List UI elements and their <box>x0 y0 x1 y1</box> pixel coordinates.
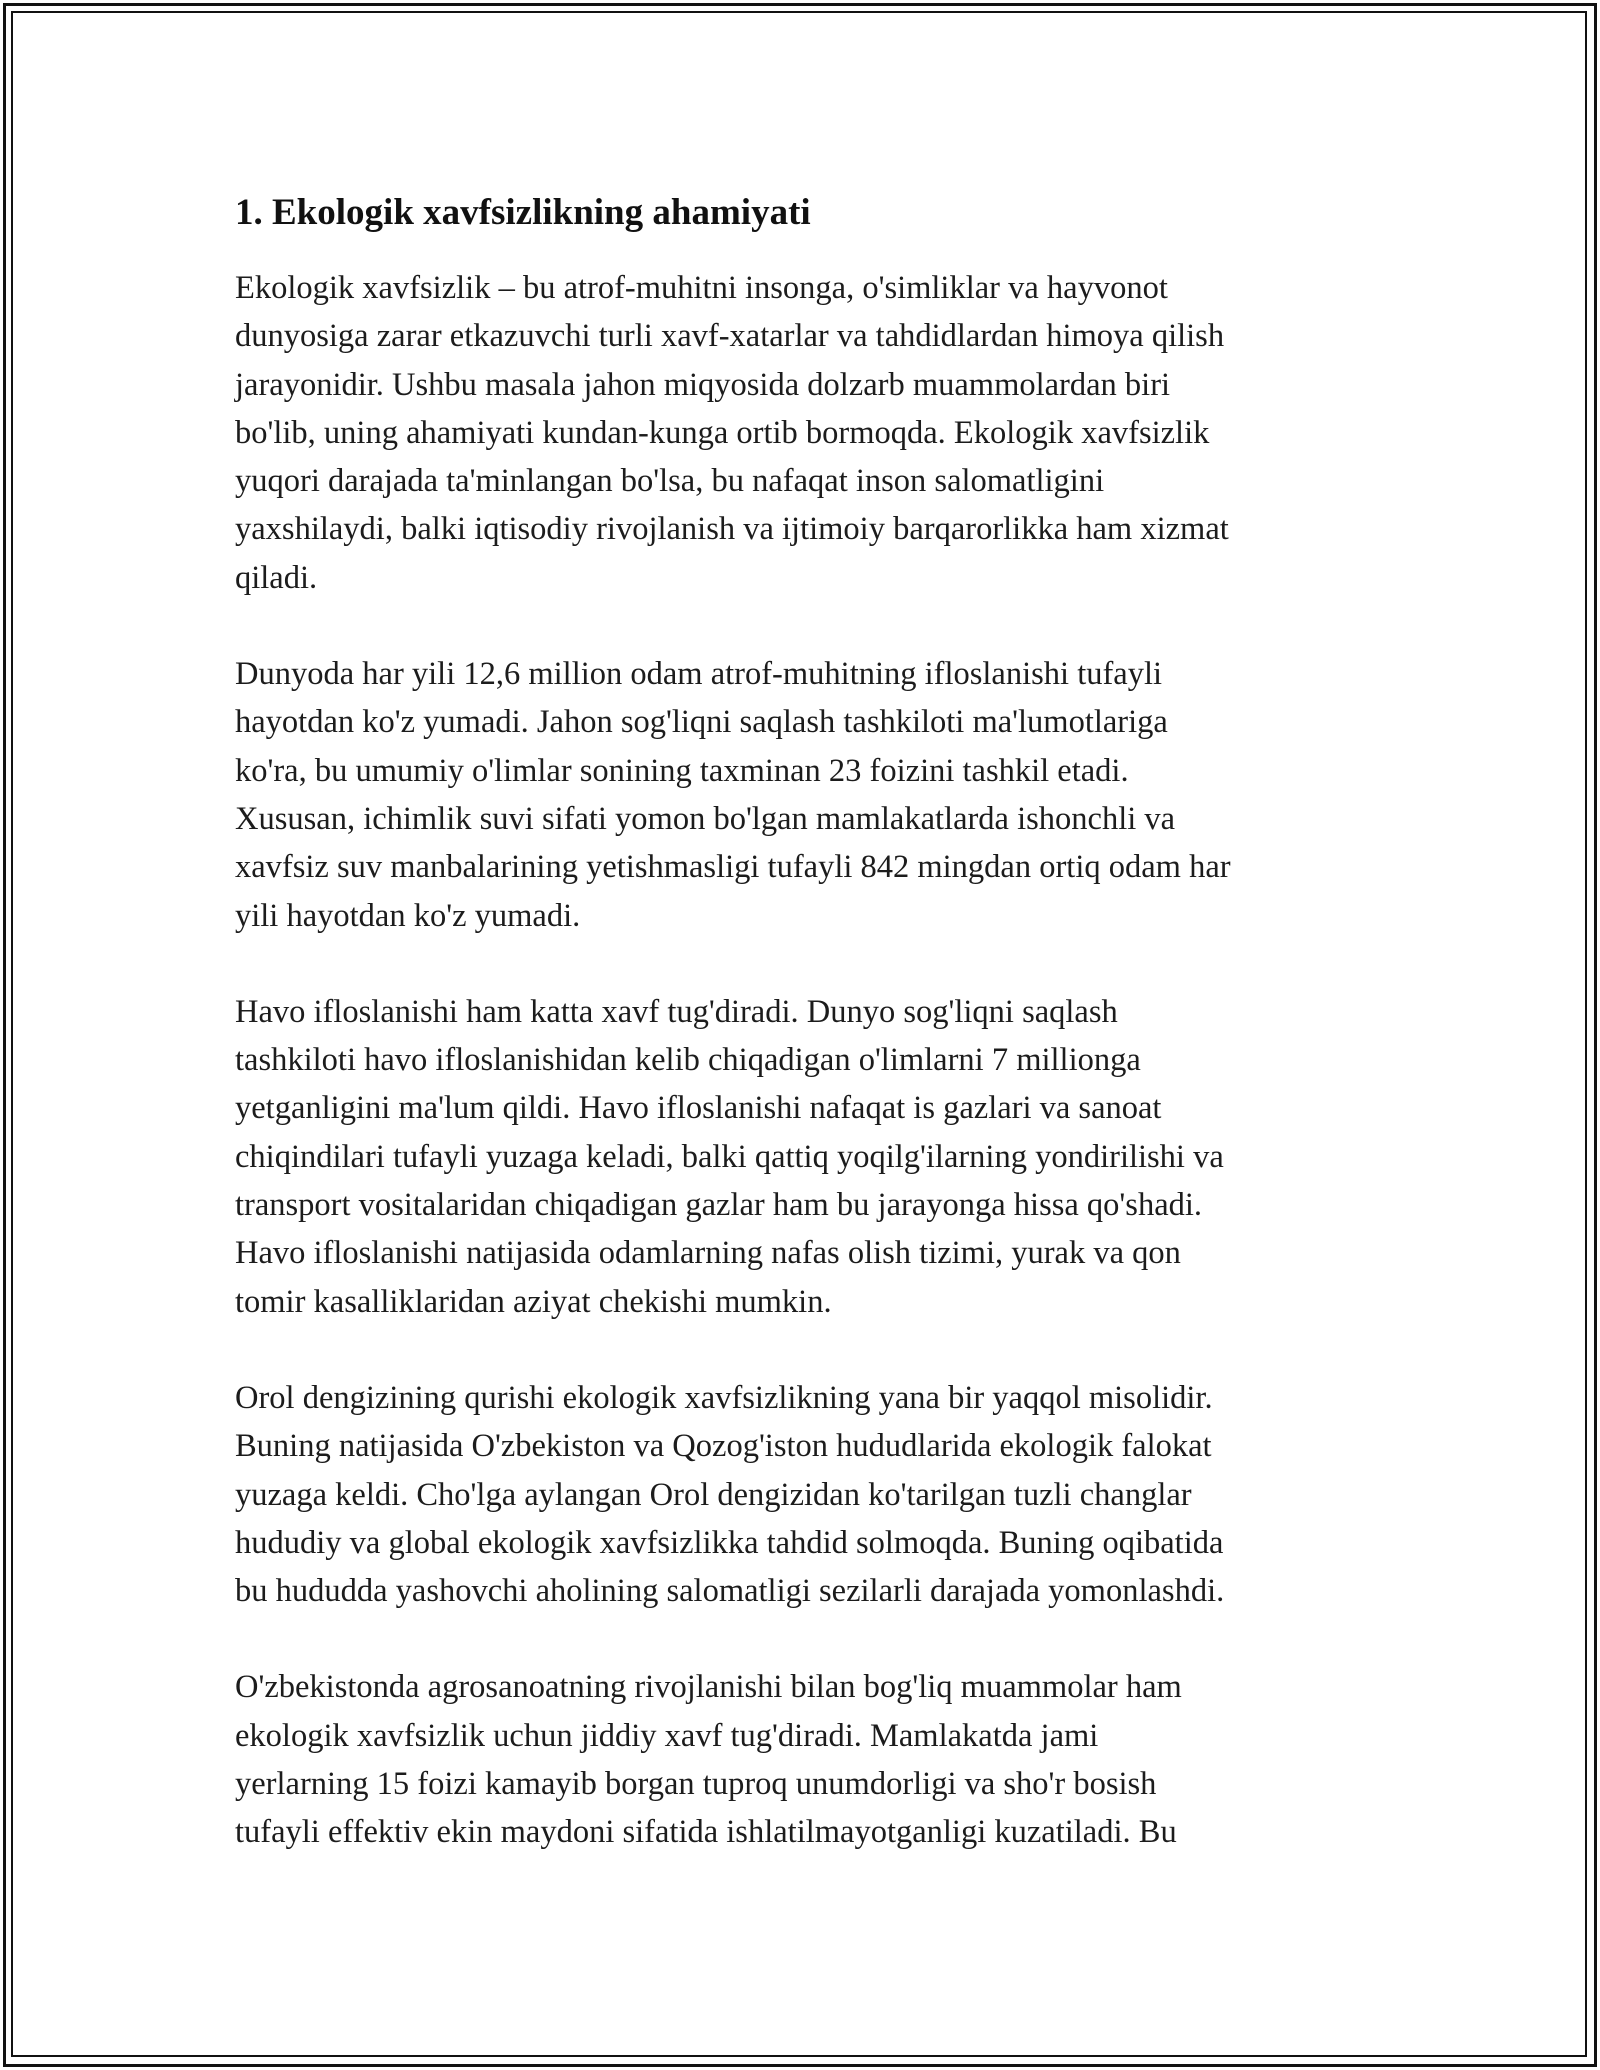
paragraph-air-pollution: Havo ifloslanishi ham katta xavf tug'diradi. Dunyo sog'liqni saqlash tashkiloti havo ifloslanishidan kelib chiqadigan o'limlarni 7 millionga yetganligini ma'lum qildi. Havo ifloslanishi nafaqat is gazlari va sanoat chiqindilari tufayli yuzaga keladi, balki qattiq yoqilg'ilarning yondirilishi va transport vositalaridan chiqadigan gazlar ham bu jarayonga hissa qo'shadi. Havo ifloslanishi natijasida odamlarning nafas olish tizimi, yurak va qon tomir kasalliklaridan aziyat chekishi mumkin. <box>235 993 1224 1320</box>
paragraph-mortality-statistics: Dunyoda har yili 12,6 million odam atrof-muhitning ifloslanishi tufayli hayotdan ko'z yumadi. Jahon sog'liqni saqlash tashkiloti ma'lumotlariga ko'ra, bu umumiy o'limlar sonining taxminan 23 foizini tashkil etadi. Xususan, ichimlik suvi sifati yomon bo'lgan mamlakatlarda ishonchli va xavfsiz suv manbalarining yetishmasligi tufayli 842 mingdan ortiq odam har yili hayotdan ko'z yumadi. <box>235 656 1231 934</box>
document-page <box>235 188 1370 1905</box>
section-heading: 1. Ekologik xavfsizlikning ahamiyati <box>235 192 811 233</box>
paragraph-intro: Ekologik xavfsizlik – bu atrof-muhitni insonga, o'simliklar va hayvonot dunyosiga zarar etkazuvchi turli xavf-xatarlar va tahdidlardan himoya qilish jarayonidir. Ushbu masala jahon miqyosida dolzarb muammolardan biri bo'lib, uning ahamiyati kundan-kunga ortib bormoqda. Ekologik xavfsizlik yuqori darajada ta'minlangan bo'lsa, bu nafaqat inson salomatligini yaxshilaydi, balki iqtisodiy rivojlanish va ijtimoiy barqarorlikka ham xizmat qiladi. <box>235 270 1229 596</box>
paragraph-agriculture: O'zbekistonda agrosanoatning rivojlanishi bilan bog'liq muammolar ham ekologik xavfsizlik uchun jiddiy xavf tug'diradi. Mamlakatda jami yerlarning 15 foizi kamayib borgan tuproq unumdorligi va sho'r bosish tufayli effektiv ekin maydoni sifatida ishlatilmayotganligi kuzatiladi. Bu <box>235 1669 1182 1851</box>
paragraph-aral-sea: Orol dengizining qurishi ekologik xavfsizlikning yana bir yaqqol misolidir. Buning natijasida O'zbekiston va Qozog'iston hududlarida ekologik falokat yuzaga keldi. Cho'lga aylangan Orol dengizidan ko'tarilgan tuzli changlar hududiy va global ekologik xavfsizlikka tahdid solmoqda. Buning oqibatida bu hududda yashovchi aholining salomatligi sezilarli darajada yomonlashdi. <box>235 1379 1225 1610</box>
